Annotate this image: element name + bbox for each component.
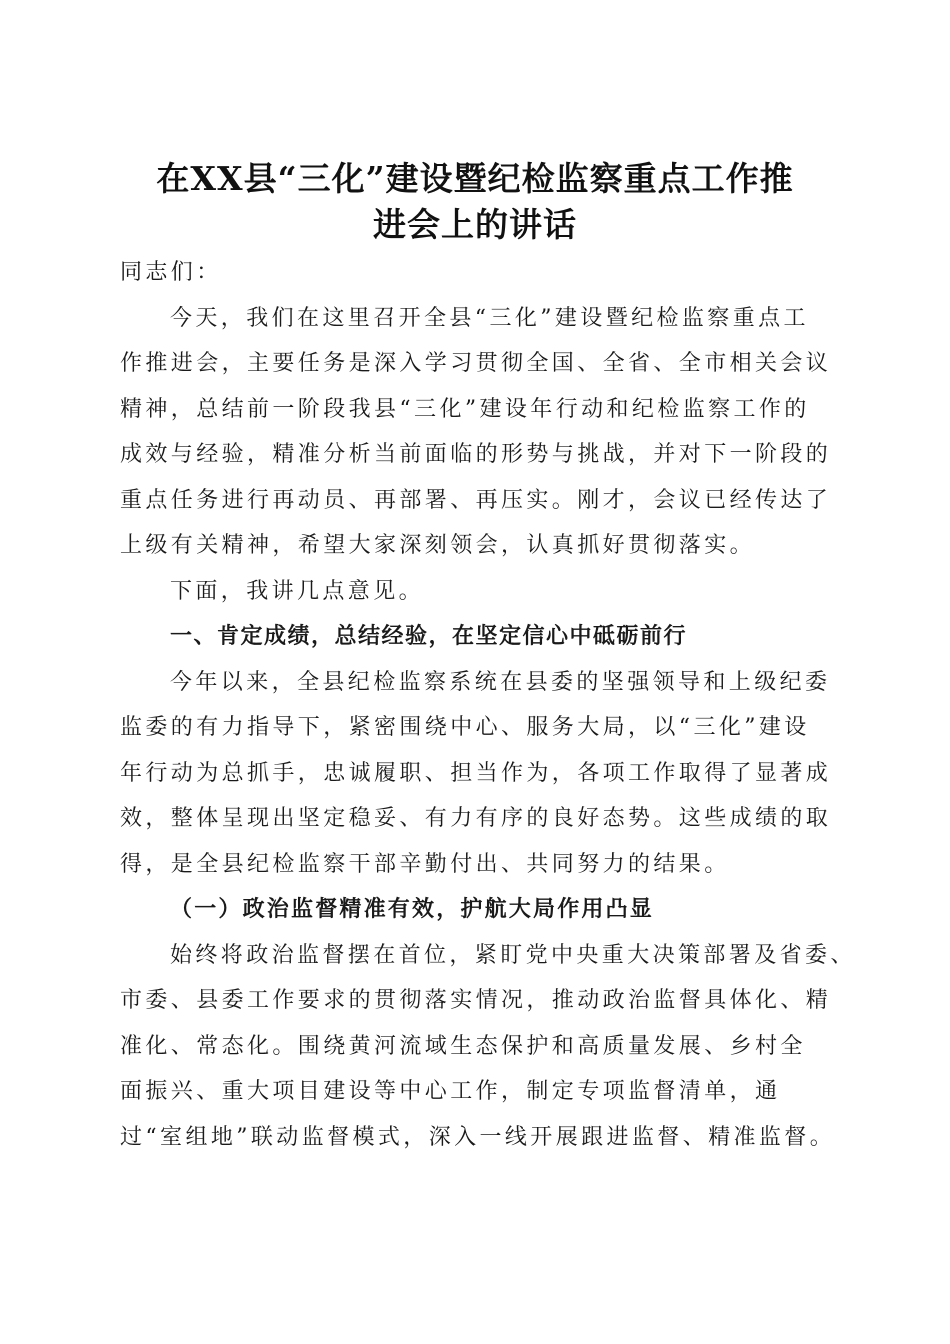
paragraph-line: 今天，我们在这里召开全县“三化”建设暨纪检监察重点工 <box>170 305 809 331</box>
paragraph-line: 上级有关精神，希望大家深刻领会，认真抓好贯彻落实。 <box>120 533 756 558</box>
paragraph-line: 重点任务进行再动员、再部署、再压实。刚才，会议已经传达了 <box>120 487 832 513</box>
section-heading-1 <box>120 614 832 660</box>
paragraph-line: 面振兴、重大项目建设等中心工作，制定专项监督清单，通 <box>120 1079 781 1104</box>
paragraph-opening <box>120 296 832 569</box>
paragraph-line: 始终将政治监督摆在首位，紧盯党中央重大决策部署及省委、 <box>170 942 856 968</box>
paragraph-line: 过“室组地”联动监督模式，深入一线开展跟进监督、精准监督。 <box>120 1124 836 1150</box>
paragraph-political-supervision <box>120 933 856 1161</box>
document-title <box>60 156 890 248</box>
paragraph-line: 得，是全县纪检监察干部辛勤付出、共同努力的结果。 <box>120 851 730 877</box>
paragraph-line: 监委的有力指导下，紧密围绕中心、服务大局，以“三化”建设 <box>120 715 810 740</box>
salutation: 同志们： <box>120 260 222 285</box>
paragraph-line: 市委、县委工作要求的贯彻落实情况，推动政治监督具体化、精 <box>120 988 832 1013</box>
paragraph-achievements <box>120 660 832 888</box>
subsection-heading-1 <box>120 887 832 933</box>
paragraph-line: 作推进会，主要任务是深入学习贯彻全国、全省、全市相关会议 <box>120 351 832 376</box>
title-line-2: 进会上的讲话 <box>373 205 577 245</box>
paragraph-line: 今年以来，全县纪检监察系统在县委的坚强领导和上级纪委 <box>170 669 831 695</box>
paragraph-line: 年行动为总抓手，忠诚履职、担当作为，各项工作取得了显著成 <box>120 760 832 786</box>
paragraph-line: 成效与经验，精准分析当前面临的形势与挑战，并对下一阶段的 <box>120 442 832 467</box>
paragraph-line: 准化、常态化。围绕黄河流域生态保护和高质量发展、乡村全 <box>120 1033 806 1059</box>
title-line-1: 在XX县“三化”建设暨纪检监察重点工作推 <box>156 159 794 199</box>
paragraph-transition <box>120 569 832 615</box>
paragraph-line: 下面，我讲几点意见。 <box>170 578 425 604</box>
paragraph-line: 精神，总结前一阶段我县“三化”建设年行动和纪检监察工作的 <box>120 396 810 422</box>
heading-text: （一）政治监督精准有效，护航大局作用凸显 <box>170 896 655 922</box>
paragraph-line: 效，整体呈现出坚定稳妥、有力有序的良好态势。这些成绩的取 <box>120 806 832 831</box>
heading-text: 一、肯定成绩，总结经验，在坚定信心中砥砺前行 <box>170 624 688 649</box>
document-body <box>120 250 856 1160</box>
